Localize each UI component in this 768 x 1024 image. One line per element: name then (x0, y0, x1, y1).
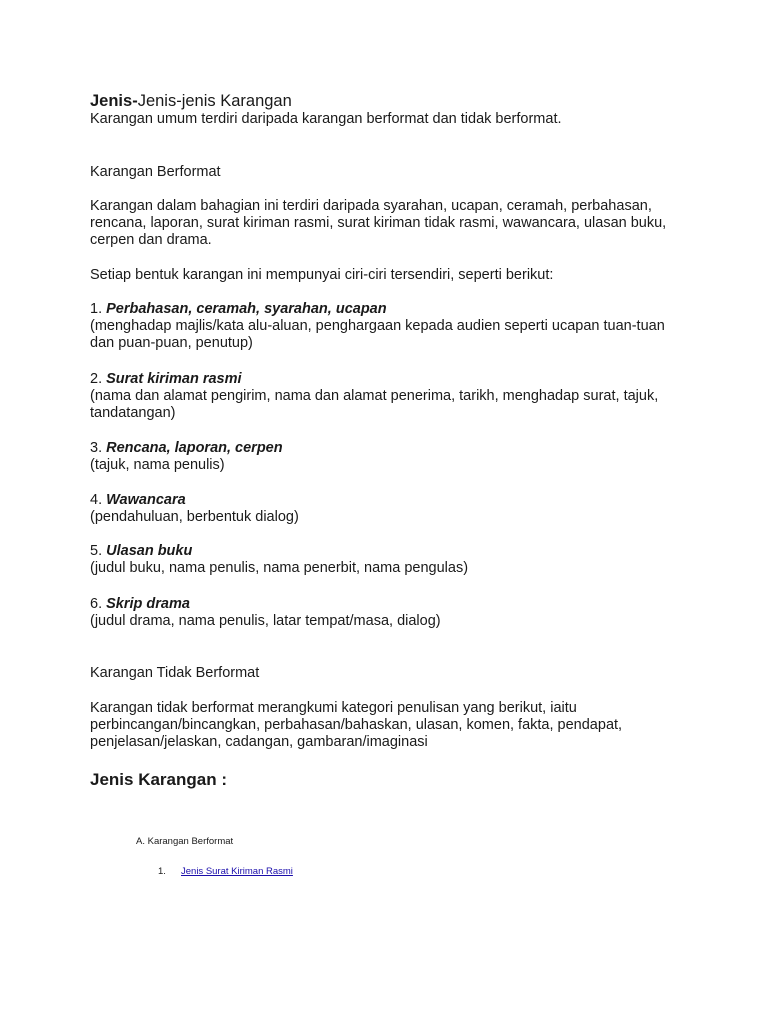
list-item-name: Skrip drama (106, 596, 190, 612)
jenis-karangan-heading: Jenis Karangan : (90, 770, 227, 789)
section-heading-tidak-berformat: Karangan Tidak Berformat (90, 665, 260, 681)
list-item-title (90, 301, 690, 318)
list-item-description: (judul drama, nama penulis, latar tempat/masa, dialog) (90, 613, 441, 629)
outline-item-a: A. Karangan Berformat (136, 836, 234, 847)
list-item (90, 492, 690, 526)
list-item-number: 6. (90, 596, 103, 612)
outline-sub-number: 1. (158, 866, 166, 877)
list-item-title (90, 440, 690, 457)
berformat-paragraph: Karangan dalam bahagian ini terdiri daripada syarahan, ucapan, ceramah, perbahasan, rencana, laporan, surat kiriman rasmi, surat kiriman tidak rasmi, wawancara, ulasan buku, cerpen dan drama. (90, 198, 667, 248)
list-item (90, 440, 690, 474)
list-item (90, 596, 690, 630)
list-item-name: Ulasan buku (106, 543, 193, 559)
list-item-title (90, 543, 690, 560)
ciri-ciri-paragraph: Setiap bentuk karangan ini mempunyai ciri-ciri tersendiri, seperti berikut: (90, 267, 554, 283)
page-title (90, 91, 690, 111)
list-item-number: 1. (90, 301, 103, 317)
list-item-title (90, 371, 690, 388)
intro-paragraph: Karangan umum terdiri daripada karangan berformat dan tidak berformat. (90, 111, 562, 127)
list-item (90, 371, 690, 422)
list-item-number: 4. (90, 492, 103, 508)
list-item-number: 5. (90, 543, 103, 559)
list-item-description: (pendahuluan, berbentuk dialog) (90, 509, 299, 525)
list-item-name: Rencana, laporan, cerpen (106, 440, 283, 456)
list-item-title (90, 596, 690, 613)
list-item-description: (tajuk, nama penulis) (90, 457, 225, 473)
tidak-berformat-paragraph: Karangan tidak berformat merangkumi kategori penulisan yang berikut, iaitu perbincangan/bincangkan, perbahasan/bahaskan, ulasan, komen, fakta, pendapat, penjelasan/jelaskan, cadangan, gambaran/imaginasi (90, 700, 623, 750)
surat-kiriman-rasmi-link[interactable]: Jenis Surat Kiriman Rasmi (181, 866, 293, 877)
list-item-description: (nama dan alamat pengirim, nama dan alamat penerima, tarikh, menghadap surat, tajuk, tandatangan) (90, 388, 659, 421)
list-item-name: Surat kiriman rasmi (106, 371, 242, 387)
list-item-number: 3. (90, 440, 103, 456)
list-item-name: Wawancara (106, 492, 186, 508)
section-heading-berformat: Karangan Berformat (90, 164, 221, 180)
list-item-number: 2. (90, 371, 103, 387)
list-item-description: (judul buku, nama penulis, nama penerbit, nama pengulas) (90, 560, 469, 576)
title-rest-part: Jenis-jenis Karangan (137, 92, 292, 110)
list-item (90, 543, 690, 577)
list-item (90, 301, 690, 352)
list-item-name: Perbahasan, ceramah, syarahan, ucapan (106, 301, 387, 317)
outline-sub-item (181, 866, 293, 878)
list-item-description: (menghadap majlis/kata alu-aluan, penghargaan kepada audien seperti ucapan tuan-tuan dan puan-puan, penutup) (90, 318, 665, 351)
title-bold-part: Jenis- (90, 92, 138, 110)
list-item-title (90, 492, 690, 509)
